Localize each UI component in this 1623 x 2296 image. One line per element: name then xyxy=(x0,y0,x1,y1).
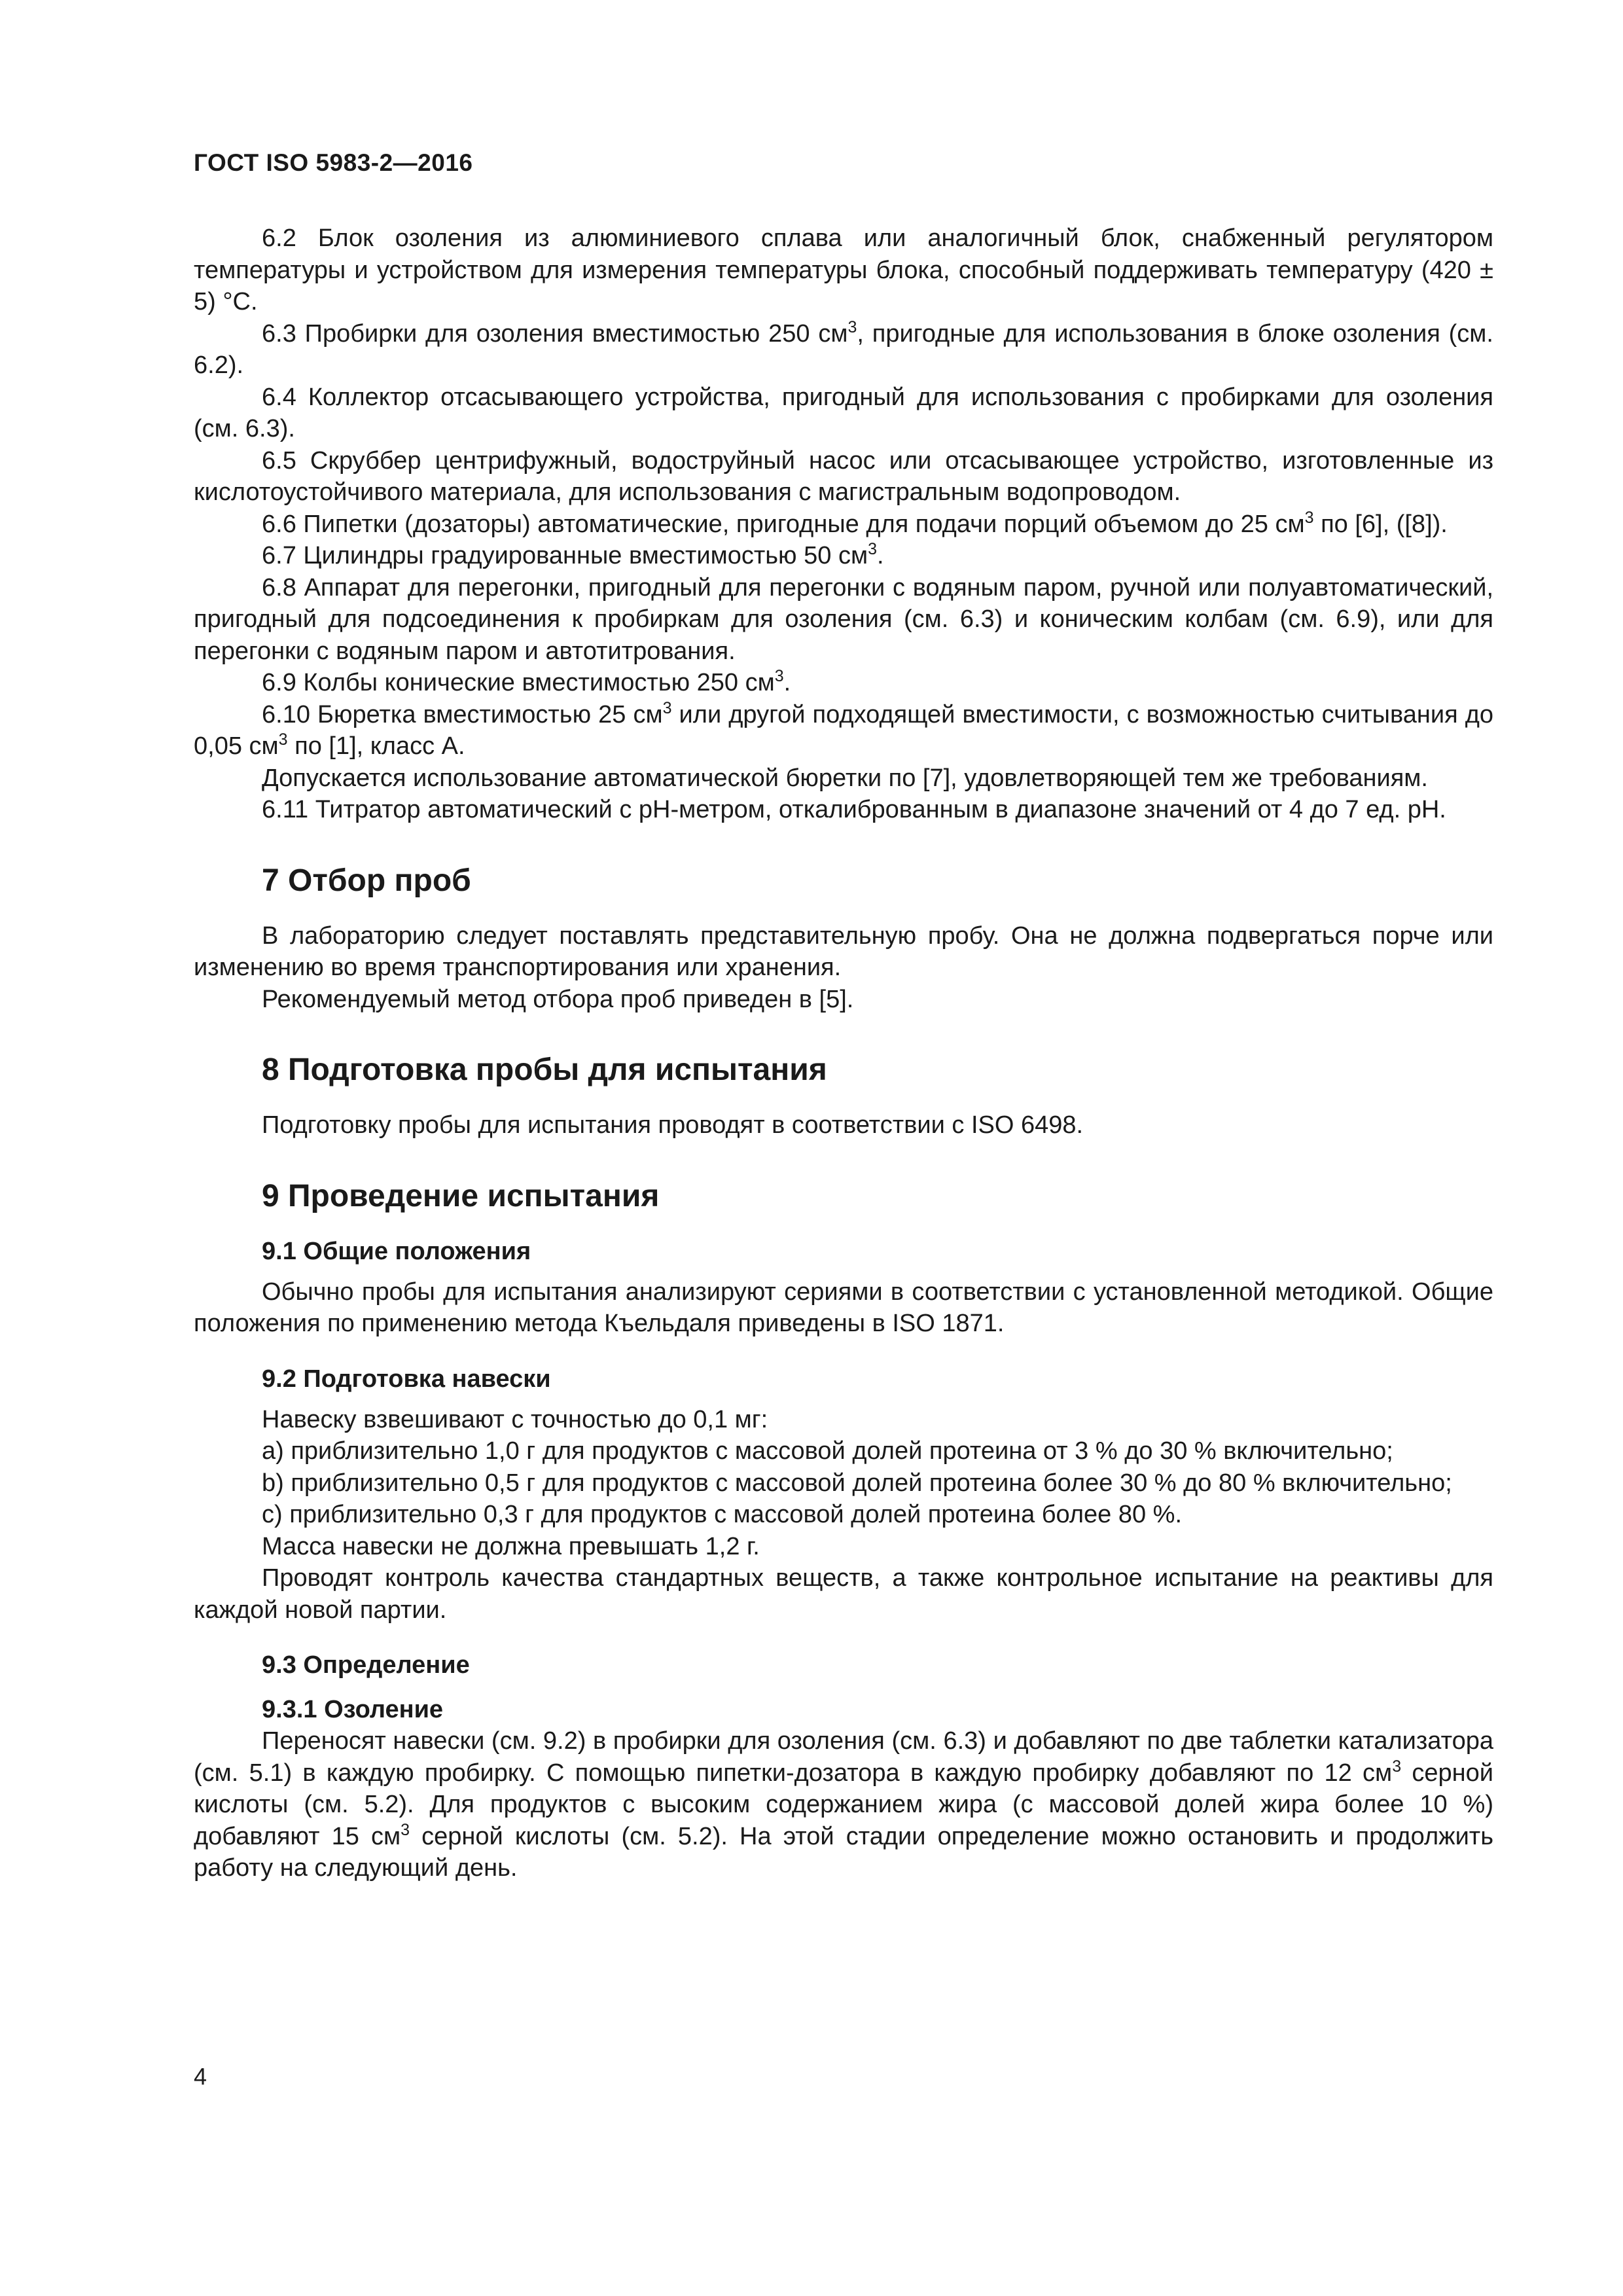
paragraph-6-2: 6.2 Блок озоления из алюминиевого сплава или аналогичный блок, снабженный регулятором температуры и устройством для измерения температуры блока, способный поддерживать температуру (420 ± 5) °С. xyxy=(194,224,1493,315)
paragraph-6-3 xyxy=(194,318,1493,382)
subsection-9-2-control: Проводят контроль качества стандартных веществ, а также контрольное испытание на реактивы для каждой новой партии. xyxy=(194,1564,1493,1624)
paragraph-6-6-text-a: 6.6 Пипетки (дозаторы) автоматические, пригодные для подачи порций объемом до 25 см xyxy=(262,510,1305,538)
subsection-9-3-1-paragraph xyxy=(194,1725,1493,1884)
document-code-header: ГОСТ ISO 5983-2—2016 xyxy=(194,149,473,176)
section-7-paragraph-2: Рекомендуемый метод отбора проб приведен в [5]. xyxy=(262,985,854,1013)
list-item-a: a) приблизительно 1,0 г для продуктов с массовой долей протеина от 3 % до 30 % включительно; xyxy=(262,1437,1393,1465)
superscript: 3 xyxy=(1392,1757,1402,1776)
paragraph-6-8: 6.8 Аппарат для перегонки, пригодный для перегонки с водяным паром, ручной или полуавтоматический, пригодный для подсоединения к пробиркам для озоления (см. 6.3) и коническим колбам (см. 6.9), или для перегонки с водяным паром и автотитрования. xyxy=(194,573,1493,665)
superscript: 3 xyxy=(1304,508,1314,527)
paragraph-6-7-text-a: 6.7 Цилиндры градуированные вместимостью 50 см xyxy=(262,542,868,569)
superscript: 3 xyxy=(662,698,672,717)
subsection-9-2-heading: 9.2 Подготовка навески xyxy=(262,1365,551,1393)
subsection-9-1-heading: 9.1 Общие положения xyxy=(262,1237,531,1265)
document-body xyxy=(194,223,1493,1884)
paragraph-6-10 xyxy=(194,699,1493,762)
superscript: 3 xyxy=(278,730,288,749)
paragraph-6-11: 6.11 Титратор автоматический с рН-метром, откалиброванным в диапазоне значений от 4 до 7 ед. рН. xyxy=(262,796,1446,823)
superscript: 3 xyxy=(868,540,877,558)
paragraph-6-7-text-b: . xyxy=(876,542,884,569)
subsection-9-3-1-text-c: серной кислоты (см. 5.2). На этой стадии определение можно остановить и продолжить работу на следующий день. xyxy=(194,1822,1493,1882)
subsection-9-3-heading: 9.3 Определение xyxy=(262,1651,470,1679)
subsection-9-3-1-text-b: серной кислоты (см. 5.2). Для продуктов с высоким содержанием жира (с массовой долей жира более 10 %) добавляют 15 см xyxy=(194,1759,1494,1850)
paragraph-6-9-text-a: 6.9 Колбы конические вместимостью 250 см xyxy=(262,669,775,696)
paragraph-6-6 xyxy=(194,509,1493,541)
paragraph-6-10-text-c: по [1], класс А. xyxy=(287,732,465,760)
section-7-paragraph-1: В лабораторию следует поставлять представительную пробу. Она не должна подвергаться порче или изменению во время транспортирования или хранения. xyxy=(194,922,1493,981)
section-8-heading: 8 Подготовка пробы для испытания xyxy=(262,1052,827,1087)
superscript: 3 xyxy=(847,317,857,336)
superscript: 3 xyxy=(401,1820,410,1839)
paragraph-6-3-text-a: 6.3 Пробирки для озоления вместимостью 250 см xyxy=(262,319,848,348)
subsection-9-2-intro: Навеску взвешивают с точностью до 0,1 мг: xyxy=(262,1405,768,1433)
subsection-9-2-mass-limit: Масса навески не должна превышать 1,2 г. xyxy=(262,1532,760,1560)
superscript: 3 xyxy=(774,667,784,685)
paragraph-6-9-text-b: . xyxy=(783,669,791,696)
section-8-paragraph: Подготовку пробы для испытания проводят в соответствии с ISO 6498. xyxy=(262,1111,1084,1139)
paragraph-6-5: 6.5 Скруббер центрифужный, водоструйный насос или отсасывающее устройство, изготовленные из кислотоустойчивого материала, для использования с магистральным водопроводом. xyxy=(194,446,1493,506)
subsection-9-3-1-heading: 9.3.1 Озоление xyxy=(262,1696,444,1723)
section-7-heading: 7 Отбор проб xyxy=(262,863,471,898)
section-9-heading: 9 Проведение испытания xyxy=(262,1178,660,1213)
paragraph-6-6-text-b: по [6], ([8]). xyxy=(1313,510,1448,538)
subsection-9-1-paragraph: Обычно пробы для испытания анализируют сериями в соответствии с установленной методикой. Общие положения по применению метода Къельдаля приведены в ISO 1871. xyxy=(194,1278,1493,1337)
list-item-b: b) приблизительно 0,5 г для продуктов с массовой долей протеина более 30 % до 80 % включительно; xyxy=(262,1469,1452,1497)
paragraph-6-7 xyxy=(194,540,1493,572)
paragraph-6-10-text-a: 6.10 Бюретка вместимостью 25 см xyxy=(262,700,663,728)
list-item-c: c) приблизительно 0,3 г для продуктов с массовой долей протеина более 80 %. xyxy=(262,1501,1182,1528)
paragraph-6-10-note: Допускается использование автоматической бюретки по [7], удовлетворяющей тем же требованиям. xyxy=(262,764,1428,792)
page-number: 4 xyxy=(194,2063,207,2090)
paragraph-6-9 xyxy=(194,667,1493,699)
subsection-9-3-1-text-a: Переносят навески (см. 9.2) в пробирки для озоления (см. 6.3) и добавляют по две таблетки катализатора (см. 5.1) в каждую пробирку. С помощью пипетки-дозатора в каждую пробирку добавляют по 12 см xyxy=(194,1727,1493,1787)
paragraph-6-4: 6.4 Коллектор отсасывающего устройства, пригодный для использования с пробирками для озоления (см. 6.3). xyxy=(194,383,1493,442)
paragraph-6-3-text-b: , пригодные для использования в блоке озоления (см. 6.2). xyxy=(194,319,1493,379)
paragraph-6-10-text-b: или другой подходящей вместимости, с возможностью считывания до 0,05 см xyxy=(194,700,1493,760)
